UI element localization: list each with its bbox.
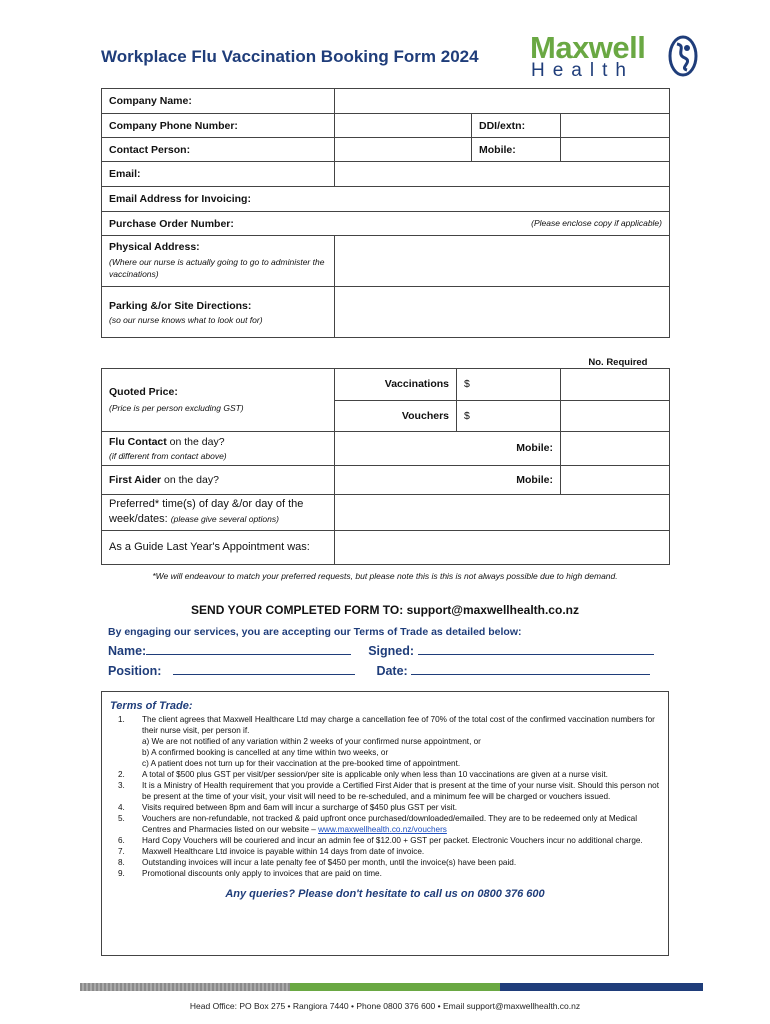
label-flu-contact-rest: on the day? [166, 435, 225, 448]
first-aider-field[interactable] [335, 465, 561, 494]
label-email: Email: [102, 162, 335, 187]
po-note: (Please enclose copy if applicable) [531, 217, 662, 228]
footer-contact: Head Office: PO Box 275 • Rangiora 7440 • Phone 0800 376 600 • Email support@maxwellhealth.co.nz [189, 1001, 581, 1011]
terms-item-body: Maxwell Healthcare Ltd invoice is payable within 14 days from date of invoice. [142, 847, 425, 856]
signature-row-1 [108, 643, 654, 658]
label-last-year: As a Guide Last Year's Appointment was: [102, 530, 335, 564]
label-first-aider-rest: on the day? [161, 473, 219, 486]
maxwell-health-logo [528, 30, 703, 82]
po-number-row[interactable] [102, 212, 670, 236]
logo-emblem-icon [667, 34, 699, 78]
first-aider-label-cell [102, 465, 335, 494]
vouchers-price-field[interactable] [457, 400, 561, 431]
vouchers-link[interactable]: www.maxwellhealth.co.nz/vouchers [318, 825, 447, 834]
position-line[interactable] [173, 663, 355, 675]
label-contact-person: Contact Person: [102, 138, 335, 162]
terms-item [110, 846, 660, 857]
last-year-field[interactable] [335, 530, 670, 564]
mobile-field[interactable] [561, 138, 670, 162]
terms-item [110, 857, 660, 868]
flu-contact-label-cell [102, 431, 335, 465]
ddi-field[interactable] [561, 114, 670, 138]
terms-item-number: 6. [118, 836, 125, 845]
logo-text-maxwell: Maxwell [530, 30, 646, 65]
label-first-aider: First Aider [109, 473, 162, 486]
terms-item-text [142, 857, 660, 868]
terms-of-trade-box [101, 691, 669, 956]
preferred-requests-note: *We will endeavour to match your preferred requests, but please note this is this is not always possible due to high demand. [152, 571, 618, 581]
terms-sub-item: c) A patient does not turn up for their vaccination at the pre-booked time of appointment. [142, 759, 461, 768]
terms-list [110, 714, 660, 879]
quoted-price-note: (Price is per person excluding GST) [109, 403, 244, 413]
terms-item-body: Outstanding invoices will incur a late penalty fee of $450 per month, until the invoice(s) have been paid. [142, 858, 517, 867]
terms-item-text [142, 780, 660, 802]
parking-label-cell [102, 287, 335, 338]
footer-bar-navy [500, 983, 703, 991]
label-flu-contact: Flu Contact [109, 435, 167, 448]
label-ddi: DDI/extn: [472, 114, 561, 138]
parking-note: (so our nurse knows what to look out for) [109, 314, 263, 325]
vaccinations-price-field[interactable] [457, 368, 561, 400]
footer-bar-green [290, 983, 500, 991]
terms-item-number: 7. [118, 847, 125, 856]
send-form-instruction: SEND YOUR COMPLETED FORM TO: support@maxwellhealth.co.nz [191, 603, 579, 617]
terms-item [110, 780, 660, 802]
flu-contact-note: (if different from contact above) [109, 450, 227, 461]
terms-item-body: Hard Copy Vouchers will be couriered and incur an admin fee of $12.00 + GST per packet. Electronic Vouchers incur no additional charge. [142, 836, 643, 845]
vouchers-number-field[interactable] [561, 400, 670, 431]
label-name: Name: [108, 644, 147, 658]
terms-item-text [142, 846, 660, 857]
label-date: Date: [376, 664, 408, 678]
label-quoted-price: Quoted Price: [109, 386, 178, 398]
contact-person-field[interactable] [335, 138, 472, 162]
signature-row-2 [108, 663, 650, 678]
company-phone-field[interactable] [335, 114, 472, 138]
terms-agreement-text: By engaging our services, you are accepting our Terms of Trade as detailed below: [108, 626, 522, 638]
label-po-number: Purchase Order Number: [109, 217, 234, 230]
terms-item [110, 868, 660, 879]
signed-line[interactable] [418, 643, 654, 655]
terms-item-number: 5. [118, 814, 125, 823]
company-name-field[interactable] [335, 89, 670, 114]
first-aider-mobile-field[interactable] [561, 465, 670, 494]
terms-item-body: Vouchers are non-refundable, not tracked & paid upfront once purchased/downloaded/emailed. They are to be redeemed only at Medical Centres and Pharmacies listed on our website – [142, 814, 638, 834]
flu-contact-field[interactable] [335, 431, 561, 465]
footer-bar-grey [80, 983, 290, 991]
terms-item-number: 8. [118, 858, 125, 867]
label-position: Position: [108, 664, 162, 678]
label-company-name: Company Name: [102, 89, 335, 114]
terms-item [110, 714, 660, 769]
terms-item [110, 813, 660, 835]
name-line[interactable] [146, 643, 351, 655]
queries-text: Any queries? Please don't hesitate to call us on 0800 376 600 [225, 888, 545, 900]
terms-item-number: 3. [118, 781, 125, 790]
terms-item-text [142, 868, 660, 879]
terms-item-number: 2. [118, 770, 125, 779]
date-line[interactable] [411, 663, 650, 675]
logo-text-health: Health [531, 60, 634, 81]
label-preferred: Preferred* time(s) of day &/or day of the week/dates: [109, 498, 304, 525]
preferred-note: (please give several options) [170, 514, 279, 524]
flu-contact-mobile-field[interactable] [561, 431, 670, 465]
terms-sub-item: b) A confirmed booking is cancelled at any time within two weeks, or [142, 748, 389, 757]
preferred-label-cell [102, 494, 335, 530]
label-mobile: Mobile: [472, 138, 561, 162]
terms-sub-item: a) We are not notified of any variation within 2 weeks of your confirmed nurse appointment, or [142, 737, 481, 746]
terms-item-number: 4. [118, 803, 125, 812]
physical-address-label-cell [102, 236, 335, 287]
terms-item-text [142, 813, 660, 835]
label-company-phone: Company Phone Number: [102, 114, 335, 138]
physical-address-field[interactable] [335, 236, 670, 287]
dollar-sign: $ [464, 409, 470, 422]
label-vouchers: Vouchers [335, 400, 457, 431]
dollar-sign: $ [464, 378, 470, 390]
booking-details-table [101, 352, 670, 565]
terms-item-body: A total of $500 plus GST per visit/per session/per site is applicable only when less than 10 vaccinations are given at a nurse visit. [142, 770, 608, 779]
terms-item-body: The client agrees that Maxwell Healthcare Ltd may charge a cancellation fee of 70% of the total cost of the confirmed vaccination numbers for their nurse visit, per person if. [142, 715, 655, 735]
label-vaccinations: Vaccinations [335, 368, 457, 400]
label-parking: Parking &/or Site Directions: [109, 299, 252, 312]
terms-item-text [142, 714, 660, 769]
contact-details-table [101, 88, 670, 338]
terms-item-text [142, 769, 660, 780]
preferred-field[interactable] [335, 494, 670, 530]
parking-field[interactable] [335, 287, 670, 338]
terms-item-body: Promotional discounts only apply to invoices that are paid on time. [142, 869, 382, 878]
label-mobile: Mobile: [516, 473, 553, 486]
terms-item [110, 769, 660, 780]
terms-item-number: 1. [118, 715, 125, 724]
label-mobile: Mobile: [516, 442, 553, 454]
email-field[interactable] [335, 162, 670, 187]
terms-item-text [142, 835, 660, 846]
label-physical-address: Physical Address: [109, 241, 200, 253]
label-signed: Signed: [368, 644, 415, 658]
terms-item [110, 835, 660, 846]
label-email-invoicing[interactable]: Email Address for Invoicing: [102, 187, 670, 212]
form-title: Workplace Flu Vaccination Booking Form 2024 [101, 47, 479, 66]
terms-item-body: It is a Ministry of Health requirement that you provide a Certified First Aider that is present at the time of your nurse visit. Should this person not be present at the time of your visit, your visit will need to be re-scheduled, and a minimum fee will be charged or vouchers issued. [142, 781, 659, 801]
terms-item-body: Visits required between 8pm and 6am will incur a surcharge of $450 plus GST per visit. [142, 803, 458, 812]
terms-item [110, 802, 660, 813]
terms-item-text [142, 802, 660, 813]
quoted-price-label-cell [102, 368, 335, 431]
terms-item-number: 9. [118, 869, 125, 878]
label-no-required: No. Required [588, 356, 648, 368]
vaccinations-number-field[interactable] [561, 368, 670, 400]
physical-address-note: (Where our nurse is actually going to go to administer the vaccinations) [109, 257, 325, 279]
terms-heading: Terms of Trade: [110, 700, 193, 712]
